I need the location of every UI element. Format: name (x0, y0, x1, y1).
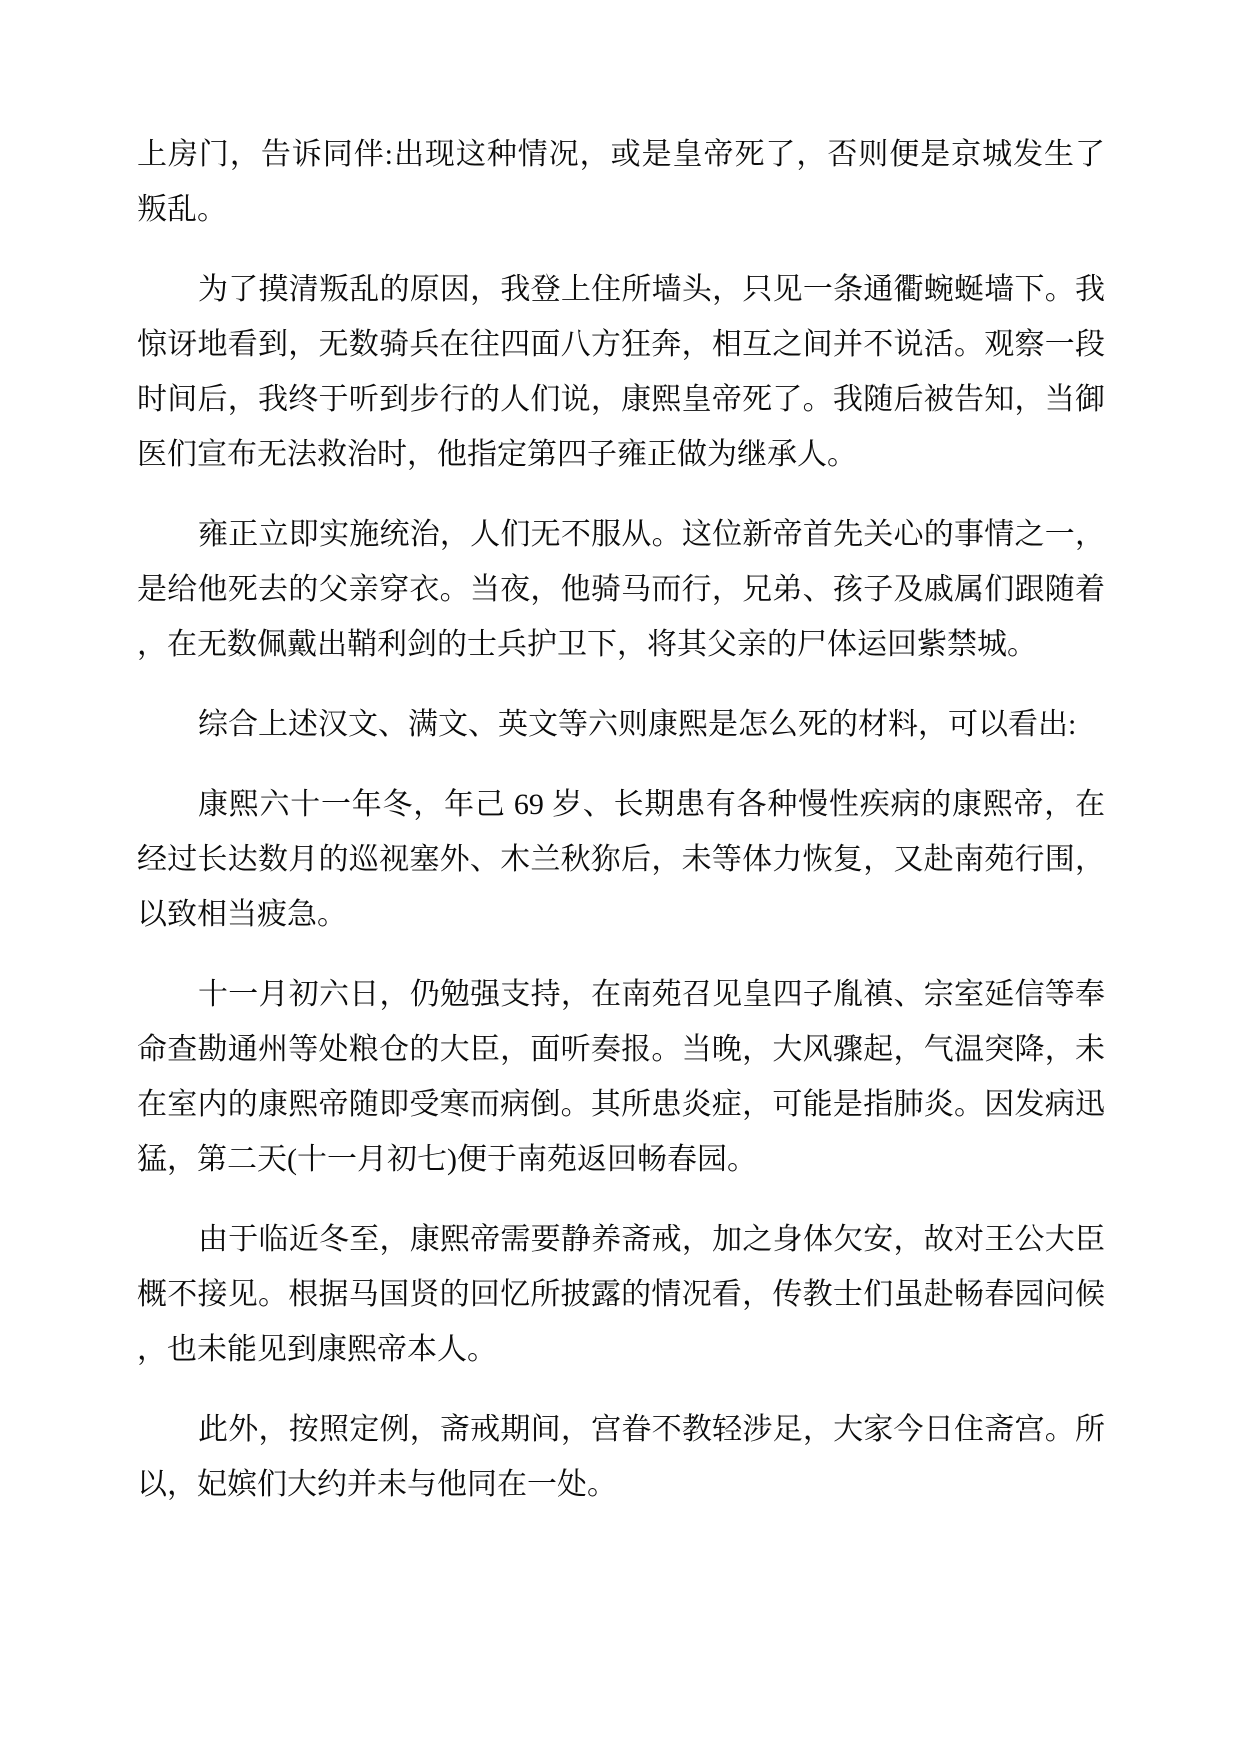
paragraph (137, 1402, 1105, 1512)
text-block (137, 127, 1105, 1537)
text-line: 是给他死去的父亲穿衣。当夜，他骑马而行，兄弟、孩子及戚属们跟随着 (137, 573, 1105, 606)
text-line: ，在无数佩戴出鞘利剑的士兵护卫下，将其父亲的尸体运回紫禁城。 (137, 628, 1037, 661)
paragraph (137, 262, 1105, 482)
paragraph (137, 967, 1105, 1187)
text-line: 以致相当疲急。 (137, 898, 347, 931)
text-line: 康熙六十一年冬，年己 69 岁、长期患有各种慢性疾病的康熙帝，在 (198, 788, 1105, 821)
text-line: 以，妃嫔们大约并未与他同在一处。 (137, 1468, 617, 1501)
paragraph (137, 507, 1105, 672)
text-line: 命查勘通州等处粮仓的大臣，面听奏报。当晚，大风骤起，气温突降，未 (137, 1033, 1105, 1066)
text-line: 此外，按照定例，斋戒期间，宫眷不教轻涉足，大家今日住斋宫。所 (198, 1413, 1105, 1446)
paragraph (137, 697, 1105, 752)
paragraph (137, 1212, 1105, 1377)
text-line: 经过长达数月的巡视塞外、木兰秋狝后，未等体力恢复，又赴南苑行围， (137, 843, 1105, 876)
paragraph (137, 127, 1105, 237)
text-line: 综合上述汉文、满文、英文等六则康熙是怎么死的材料，可以看出: (198, 708, 1077, 741)
text-line: 雍正立即实施统治，人们无不服从。这位新帝首先关心的事情之一， (198, 518, 1105, 551)
text-line: 十一月初六日，仍勉强支持，在南苑召见皇四子胤禛、宗室延信等奉 (198, 978, 1105, 1011)
text-line: ，也未能见到康熙帝本人。 (137, 1333, 497, 1366)
text-line: 猛，第二天(十一月初七)便于南苑返回畅春园。 (137, 1143, 757, 1176)
text-line: 上房门，告诉同伴:出现这种情况，或是皇帝死了，否则便是京城发生了 (137, 138, 1105, 171)
text-line: 在室内的康熙帝随即受寒而病倒。其所患炎症，可能是指肺炎。因发病迅 (137, 1088, 1105, 1121)
text-line: 由于临近冬至，康熙帝需要静养斋戒，加之身体欠安，故对王公大臣 (198, 1223, 1105, 1256)
text-line: 惊讶地看到，无数骑兵在往四面八方狂奔，相互之间并不说活。观察一段 (137, 328, 1105, 361)
text-line: 时间后，我终于听到步行的人们说，康熙皇帝死了。我随后被告知，当御 (137, 383, 1105, 416)
text-line: 概不接见。根据马国贤的回忆所披露的情况看，传教士们虽赴畅春园问候 (137, 1278, 1105, 1311)
text-line: 为了摸清叛乱的原因，我登上住所墙头，只见一条通衢蜿蜒墙下。我 (198, 273, 1105, 306)
text-line: 叛乱。 (137, 193, 227, 226)
text-line: 医们宣布无法救治时，他指定第四子雍正做为继承人。 (137, 438, 857, 471)
paragraph (137, 777, 1105, 942)
